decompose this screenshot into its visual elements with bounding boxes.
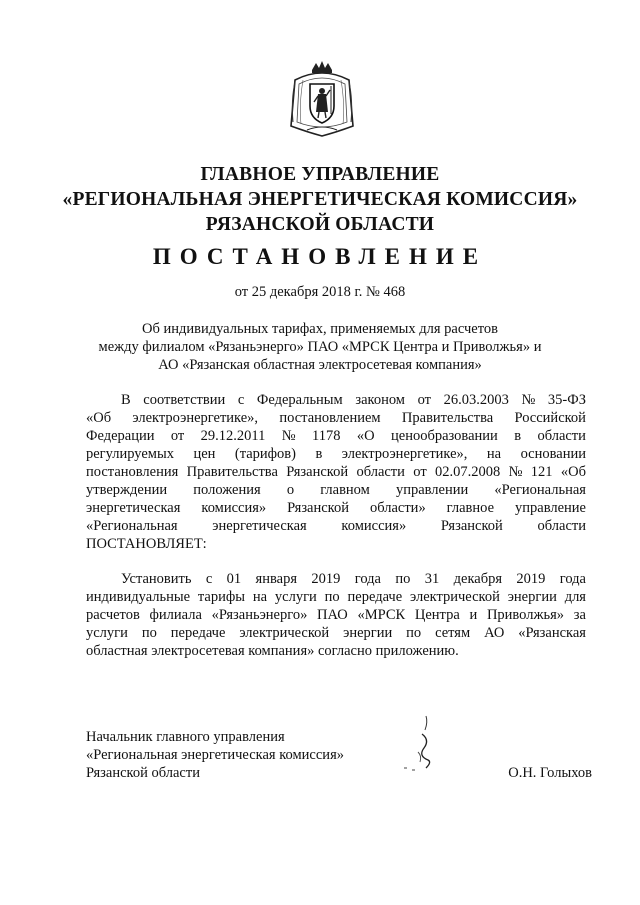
paragraph2-line bbox=[86, 588, 586, 606]
subject-line-3: АО «Рязанская областная электросетевая компания» bbox=[158, 357, 482, 373]
word: главном bbox=[320, 482, 370, 498]
paragraph1-last-line: ПОСТАНОВЛЯЕТ: bbox=[86, 536, 207, 552]
word: филиала bbox=[149, 607, 202, 623]
subject-line-1: Об индивидуальных тарифах, применяемых для расчетов bbox=[141, 321, 498, 337]
word: постановлением bbox=[279, 410, 381, 426]
document-date-number: от 25 декабря 2018 г. № 468 bbox=[234, 284, 406, 300]
word: 31 bbox=[424, 571, 440, 587]
word: «Об bbox=[86, 410, 112, 426]
document-type-title: ПОСТАНОВЛЕНИЕ bbox=[152, 244, 488, 269]
word: Правительства bbox=[401, 410, 494, 426]
word: Рязанской bbox=[440, 518, 503, 534]
word: на bbox=[486, 446, 502, 462]
word: электроэнергетике», bbox=[341, 446, 468, 462]
paragraph1-line bbox=[86, 499, 586, 517]
paragraph2-line bbox=[86, 606, 586, 624]
paragraph2-line bbox=[86, 624, 586, 642]
word: услуги bbox=[86, 625, 128, 641]
word: 1178 bbox=[312, 428, 341, 444]
word: комиссия» bbox=[201, 500, 267, 516]
word: от bbox=[170, 428, 185, 444]
word: электрической bbox=[239, 625, 330, 641]
word: АО bbox=[484, 625, 505, 641]
word: цен bbox=[193, 446, 216, 462]
word: от bbox=[413, 464, 427, 480]
word: управлении bbox=[395, 482, 469, 498]
word: от bbox=[417, 392, 431, 408]
word: передаче bbox=[347, 589, 403, 605]
word: по bbox=[324, 589, 340, 605]
word: января bbox=[255, 571, 297, 587]
word: о bbox=[286, 482, 295, 498]
word: основании bbox=[520, 446, 586, 462]
word: 2019 bbox=[516, 571, 546, 587]
agency-name-line-1: ГЛАВНОЕ УПРАВЛЕНИЕ bbox=[200, 164, 440, 185]
word: Федеральным bbox=[256, 392, 343, 408]
word: (тарифов) bbox=[234, 446, 296, 462]
word: области bbox=[356, 464, 405, 480]
word: с bbox=[205, 571, 213, 587]
word: передаче bbox=[170, 625, 226, 641]
word: регулируемых bbox=[86, 446, 174, 462]
word: «Региональная bbox=[494, 482, 586, 498]
word: сетям bbox=[435, 625, 471, 641]
word: и bbox=[469, 607, 478, 623]
word: В bbox=[121, 392, 131, 408]
word: за bbox=[573, 607, 586, 623]
word: главное bbox=[446, 500, 495, 516]
word: 2019 bbox=[311, 571, 341, 587]
word: области bbox=[537, 428, 586, 444]
paragraph1-line bbox=[86, 517, 586, 535]
agency-name-line-2: «РЕГИОНАЛЬНАЯ ЭНЕРГЕТИЧЕСКАЯ КОМИССИЯ» bbox=[62, 189, 578, 210]
subject-line-2: между филиалом «Рязаньэнерго» ПАО «МРСК Центра и Приволжья» и bbox=[98, 339, 542, 355]
word: ПАО bbox=[317, 607, 348, 623]
word: «Рязаньэнерго» bbox=[211, 607, 308, 623]
paragraph2-line bbox=[121, 570, 586, 588]
word: области bbox=[537, 518, 586, 534]
word: по bbox=[395, 571, 411, 587]
word: расчетов bbox=[86, 607, 140, 623]
word: «Рязанская bbox=[518, 625, 586, 641]
word: 01 bbox=[226, 571, 242, 587]
word: индивидуальные bbox=[86, 589, 191, 605]
word: энергетическая bbox=[86, 500, 181, 516]
word: в bbox=[315, 446, 323, 462]
word: «Об bbox=[560, 464, 586, 480]
word: услуги bbox=[274, 589, 317, 605]
word: постановления bbox=[86, 464, 179, 480]
word: ценообразовании bbox=[391, 428, 498, 444]
signatory-title-line-2: «Региональная энергетическая комиссия» bbox=[86, 747, 344, 763]
word: № bbox=[521, 392, 536, 408]
word: № bbox=[508, 464, 523, 480]
paragraph1-line bbox=[86, 481, 586, 499]
signatory-title-line-3: Рязанской области bbox=[86, 765, 200, 781]
paragraph1-line bbox=[86, 409, 586, 427]
signatory-name: О.Н. Голыхов bbox=[508, 765, 592, 781]
word: Рязанской bbox=[287, 500, 349, 516]
word: утверждении bbox=[86, 482, 168, 498]
word: энергетическая bbox=[212, 518, 307, 534]
word: Центра bbox=[414, 607, 460, 623]
word: для bbox=[564, 589, 586, 605]
paragraph2-last-line: областная электросетевая компания» согласно приложению. bbox=[86, 643, 459, 659]
word: энергии bbox=[507, 589, 557, 605]
word: декабря bbox=[453, 571, 502, 587]
word: энергии bbox=[343, 625, 393, 641]
paragraph1-line bbox=[86, 427, 586, 445]
word: с bbox=[237, 392, 245, 408]
word: «МРСК bbox=[357, 607, 406, 623]
word: тарифы bbox=[197, 589, 246, 605]
word: «Региональная bbox=[86, 518, 178, 534]
word: 26.03.2003 bbox=[443, 392, 509, 408]
word: законом bbox=[355, 392, 405, 408]
word: Российской bbox=[514, 410, 586, 426]
signatory-title-line-1: Начальник главного управления bbox=[86, 729, 285, 745]
word: соответствии bbox=[143, 392, 226, 408]
word: комиссия» bbox=[341, 518, 407, 534]
word: управление bbox=[515, 500, 586, 516]
word: на bbox=[252, 589, 268, 605]
word: Рязанской bbox=[286, 464, 349, 480]
word: 121 bbox=[530, 464, 553, 480]
paragraph1-line bbox=[86, 463, 586, 481]
word: Установить bbox=[121, 571, 192, 587]
word: Правительства bbox=[186, 464, 278, 480]
handwritten-signature bbox=[398, 712, 444, 778]
word: электрической bbox=[410, 589, 500, 605]
word: Федерации bbox=[86, 428, 155, 444]
word: 02.07.2008 bbox=[435, 464, 501, 480]
coat-of-arms-emblem bbox=[285, 60, 359, 138]
word: по bbox=[406, 625, 422, 641]
word: положения bbox=[193, 482, 261, 498]
agency-name-line-3: РЯЗАНСКОЙ ОБЛАСТИ bbox=[205, 214, 435, 235]
word: «О bbox=[356, 428, 375, 444]
word: года bbox=[354, 571, 381, 587]
word: области» bbox=[369, 500, 426, 516]
paragraph1-line bbox=[121, 391, 586, 409]
word: в bbox=[514, 428, 522, 444]
word: электроэнергетике», bbox=[132, 410, 259, 426]
word: 35-ФЗ bbox=[547, 392, 586, 408]
word: 29.12.2011 bbox=[200, 428, 266, 444]
paragraph1-line bbox=[86, 445, 586, 463]
word: № bbox=[281, 428, 296, 444]
word: Приволжья» bbox=[486, 607, 565, 623]
word: года bbox=[559, 571, 586, 587]
word: по bbox=[141, 625, 157, 641]
